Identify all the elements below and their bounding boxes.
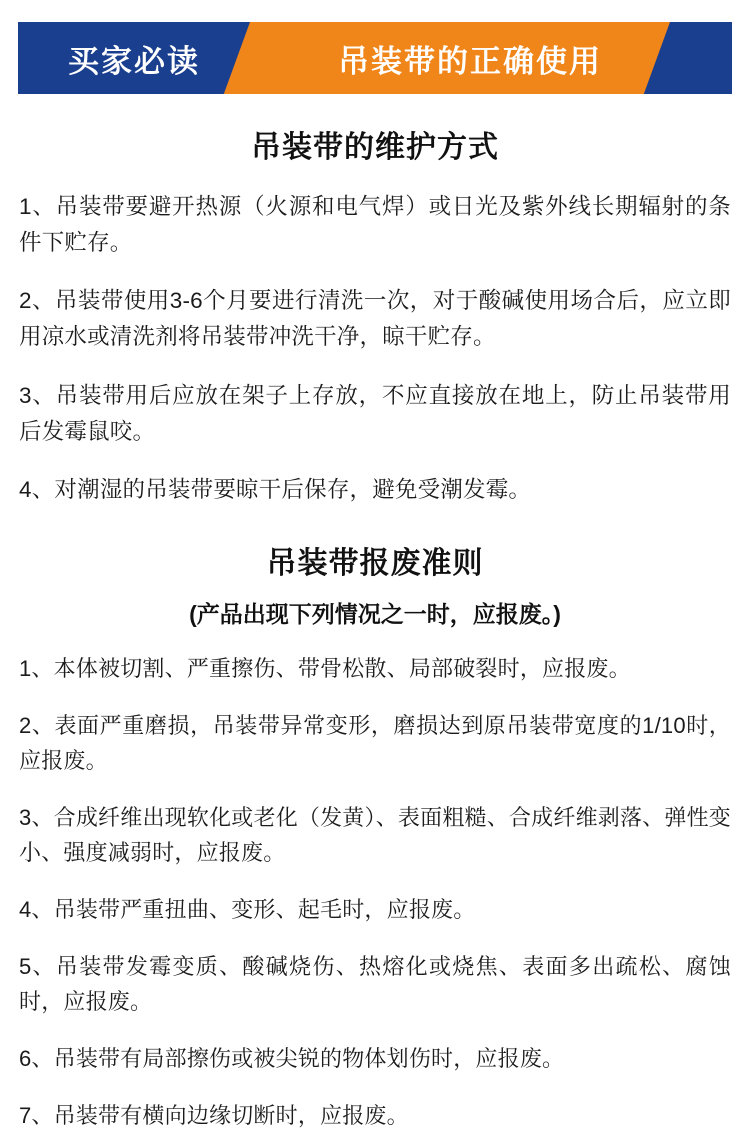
maintenance-list [19,189,731,509]
list-item: 4、对潮湿的吊装带要晾干后保存，避免受潮发霉。 [19,477,532,502]
scrap-title: 吊装带报废准则 [266,547,484,580]
banner-content [18,22,732,94]
list-item: 5、吊装带发霉变质、酸碱烧伤、热熔化或烧焦、表面多出疏松、腐蚀时，应报废。 [19,954,731,1014]
list-item: 7、吊装带有横向边缘切断时，应报废。 [19,1103,409,1128]
list-item: 1、吊装带要避开热源（火源和电气焊）或日光及紫外线长期辐射的条件下贮存。 [19,193,731,255]
document-page [0,22,750,1128]
banner-left-label: 买家必读 [68,43,200,79]
list-item: 4、吊装带严重扭曲、变形、起毛时，应报废。 [19,897,476,922]
list-item: 1、本体被切割、严重擦伤、带骨松散、局部破裂时，应报废。 [19,656,631,681]
list-item: 2、吊装带使用3-6个月要进行清洗一次，对于酸碱使用场合后，应立即用凉水或清洗剂将吊装带冲洗干净，晾干贮存。 [19,288,731,349]
scrap-section [19,538,731,1133]
maintenance-section [19,122,731,508]
header-banner [18,22,732,94]
banner-right-block [250,36,732,81]
list-item: 3、合成纤维出现软化或老化（发黄）、表面粗糙、合成纤维剥落、弹性变小、强度减弱时，应报废。 [19,805,731,865]
banner-left-block [18,36,250,81]
list-item: 6、吊装带有局部擦伤或被尖锐的物体划伤时，应报废。 [19,1046,565,1071]
list-item: 2、表面严重磨损，吊装带异常变形，磨损达到原吊装带宽度的1/10时，应报废。 [19,713,731,773]
scrap-list [19,651,731,1133]
scrap-subtitle: (产品出现下列情况之一时，应报废。) [189,601,561,627]
banner-right-label: 吊装带的正确使用 [338,43,602,79]
list-item: 3、吊装带用后应放在架子上存放，不应直接放在地上，防止吊装带用后发霉鼠咬。 [19,382,731,444]
maintenance-title: 吊装带的维护方式 [251,131,499,164]
